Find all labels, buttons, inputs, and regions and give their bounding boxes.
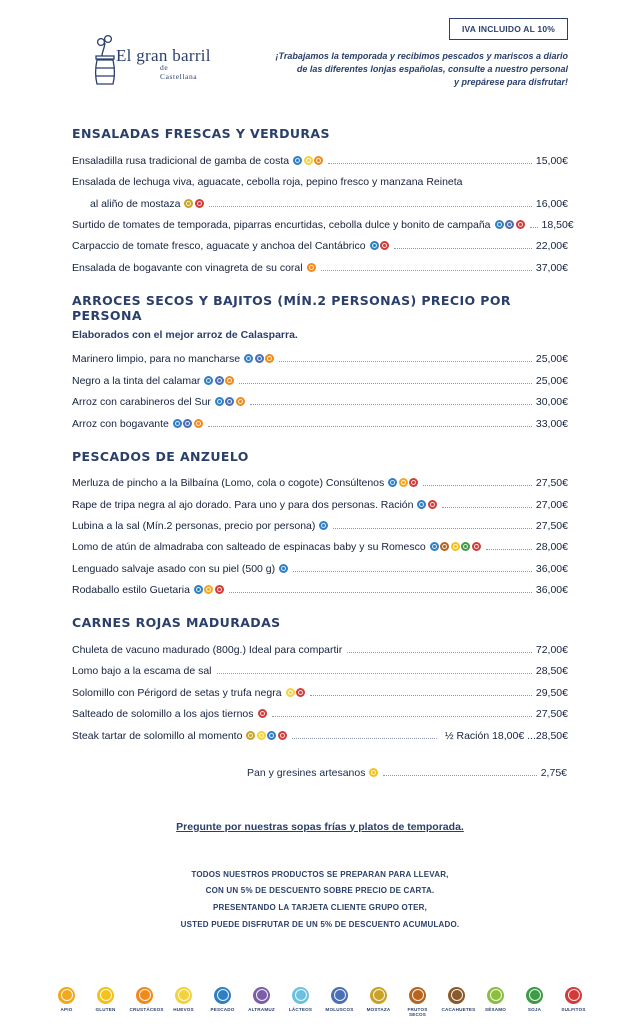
allergen-lacteos-icon	[292, 987, 309, 1004]
allergen-pescado-icon	[194, 585, 203, 594]
allergen-gluten-icon	[369, 768, 378, 777]
leader-dots	[442, 507, 532, 508]
legend-item-moluscos	[325, 987, 355, 1018]
legend-item-altramuz	[247, 987, 277, 1018]
menu-item	[72, 537, 568, 558]
allergen-icons	[184, 199, 204, 208]
allergen-apio-icon	[58, 987, 75, 1004]
menu-item-price: 27,00€	[535, 498, 568, 511]
allergen-sulfitos-icon	[409, 478, 418, 487]
legend-label: LÁCTEOS	[288, 1006, 313, 1012]
legal-line-3: PRESENTANDO LA TARJETA CLIENTE GRUPO OTER,	[212, 903, 428, 913]
menu-item-price: 28,00€	[535, 541, 568, 554]
menu-item	[72, 494, 568, 515]
allergen-icons	[246, 731, 287, 740]
allergen-icons	[293, 156, 323, 165]
leader-dots	[347, 652, 532, 653]
legend-item-sulfitos	[559, 987, 589, 1018]
logo-name: El gran barril	[116, 46, 211, 65]
menu-item-price: 27,50€	[535, 708, 568, 721]
allergen-sulfitos-icon	[296, 688, 305, 697]
leader-dots	[321, 270, 532, 271]
section-subtitle: Elaborados con el mejor arroz de Calasparra.	[72, 328, 298, 341]
allergen-sulfitos-icon	[215, 585, 224, 594]
allergen-huevos-icon	[257, 731, 266, 740]
seasonal-note: Pregunte por nuestras sopas frías y platos de temporada.	[176, 820, 464, 833]
menu-item	[72, 580, 568, 601]
menu-item	[72, 214, 574, 235]
menu-item-price: 25,00€	[535, 374, 568, 387]
allergen-icons	[258, 709, 267, 718]
allergen-icons	[286, 688, 306, 697]
menu-item-half-portion: ½ Ración 18,00€ ...	[444, 729, 536, 742]
allergen-pescado-icon	[417, 500, 426, 509]
leader-dots	[486, 549, 532, 550]
legend-item-sesamo	[481, 987, 511, 1018]
menu-item-name: Steak tartar de solomillo al momento	[72, 729, 243, 742]
allergen-soja-icon	[461, 542, 470, 551]
menu-item	[72, 704, 568, 725]
menu-item	[72, 725, 568, 746]
allergen-altramuz-icon	[253, 987, 270, 1004]
allergen-icons	[370, 241, 390, 250]
menu-item-price: 15,00€	[535, 154, 568, 167]
allergen-mostaza-icon	[246, 731, 255, 740]
menu-item-price: 27,50€	[535, 477, 568, 490]
legend-item-frutos_secos	[403, 987, 433, 1018]
menu-item-price: 22,00€	[535, 240, 568, 253]
menu-item	[72, 370, 568, 391]
menu-item-price: 30,00€	[535, 396, 568, 409]
allergen-sulfitos-icon	[195, 199, 204, 208]
menu-section	[72, 449, 568, 602]
leader-dots	[209, 206, 532, 207]
allergen-pescado-icon	[173, 419, 182, 428]
menu-item-name: Lomo bajo a la escama de sal	[72, 665, 212, 678]
menu-item-price: 28,50€	[535, 665, 568, 678]
legend-label: HUEVOS	[173, 1006, 194, 1012]
menu-item	[72, 661, 568, 682]
menu-item-price: 27,50€	[535, 520, 568, 533]
menu-item-name: Lenguado salvaje asado con su piel (500 g)	[72, 562, 276, 575]
allergen-sulfitos-icon	[516, 220, 525, 229]
allergen-crustaceos-icon	[265, 354, 274, 363]
allergen-icons	[194, 585, 224, 594]
menu-item	[72, 150, 568, 171]
menu-section	[72, 126, 574, 279]
legend-label: PESCADO	[210, 1006, 235, 1012]
leader-dots	[292, 738, 437, 739]
allergen-icons	[244, 354, 274, 363]
allergen-crustaceos-icon	[307, 263, 316, 272]
menu-item-name: Marinero limpio, para no mancharse	[72, 353, 241, 366]
allergen-moluscos-icon	[215, 376, 224, 385]
allergen-pescado-icon	[430, 542, 439, 551]
legend-label: APIO	[60, 1006, 73, 1012]
leader-dots	[328, 163, 532, 164]
allergen-cacahuetes-icon	[448, 987, 465, 1004]
leader-dots	[530, 227, 538, 228]
legend-item-cacahuetes	[441, 987, 476, 1018]
menu-section	[72, 293, 568, 435]
leader-dots	[208, 426, 532, 427]
section-title: PESCADOS DE ANZUELO	[72, 448, 249, 464]
menu-item	[72, 413, 568, 434]
menu-item-price: 28,50€	[535, 729, 568, 742]
allergen-huevos-icon	[304, 156, 313, 165]
allergen-pescado-icon	[495, 220, 504, 229]
logo-subtitle: de Castellana	[160, 63, 198, 81]
legend-label: MOLUSCOS	[325, 1006, 354, 1012]
leader-dots	[250, 404, 532, 405]
allergen-crustaceos-icon	[194, 419, 203, 428]
allergen-crustaceos-icon	[314, 156, 323, 165]
legend-label: SÉSAMO	[484, 1006, 507, 1012]
allergen-apio-icon	[204, 585, 213, 594]
menu-item-name: Lomo de atún de almadraba con salteado de espinacas baby y su Romesco	[72, 541, 426, 554]
legend-label: SOJA	[527, 1006, 542, 1012]
allergen-frutos_secos-icon	[440, 542, 449, 551]
legend-label: GLUTEN	[95, 1006, 116, 1012]
menu-item-name: Merluza de pincho a la Bilbaína (Lomo, cola o cogote) Consúltenos	[72, 477, 385, 490]
allergen-moluscos-icon	[183, 419, 192, 428]
menu-sections	[72, 126, 574, 747]
menu-item	[72, 392, 568, 413]
menu-item-name: Surtido de tomates de temporada, piparras encurtidas, cebolla dulce y bonito de campaña	[72, 218, 491, 231]
menu-item-price: 29,50€	[535, 686, 568, 699]
allergen-gluten-icon	[97, 987, 114, 1004]
section-title: ENSALADAS FRESCAS Y VERDURAS	[72, 126, 330, 141]
allergen-pescado-icon	[204, 376, 213, 385]
menu-item-price: 72,00€	[535, 643, 568, 656]
allergen-sulfitos-icon	[472, 542, 481, 551]
menu-item-name-2: al aliño de mostaza	[90, 197, 181, 210]
allergen-sulfitos-icon	[278, 731, 287, 740]
allergen-moluscos-icon	[505, 220, 514, 229]
legend-item-lacteos	[286, 987, 316, 1018]
allergen-icons	[430, 542, 481, 551]
allergen-pescado-icon	[267, 731, 276, 740]
leader-dots	[423, 485, 532, 486]
legend-item-mostaza	[364, 987, 394, 1018]
menu-item-name: Ensaladilla rusa tradicional de gamba de costa	[72, 154, 290, 167]
allergen-pescado-icon	[319, 521, 328, 530]
leader-dots	[272, 716, 532, 717]
legend-label: SULFITOS	[561, 1006, 586, 1012]
section-title: CARNES ROJAS MADURADAS	[72, 615, 281, 631]
menu-item-name: Ensalada de bogavante con vinagreta de su coral	[72, 261, 303, 274]
header-note-line-1: ¡Trabajamos la temporada y recibimos pescados y mariscos a diario	[275, 51, 568, 61]
allergen-crustaceos-icon	[225, 376, 234, 385]
allergen-icons	[173, 419, 203, 428]
menu-item	[72, 171, 568, 192]
restaurant-logo	[82, 30, 211, 92]
allergen-icons	[495, 220, 525, 229]
menu-item-price: 16,00€	[535, 197, 568, 210]
allergen-pescado-icon	[214, 987, 231, 1004]
menu-item-price: 37,00€	[535, 261, 568, 274]
leader-dots	[333, 528, 531, 529]
allergen-apio-icon	[399, 478, 408, 487]
header-note-line-2: de las diferentes lonjas españolas, consulte a nuestro personal	[296, 64, 568, 75]
bread-name: Pan y gresines artesanos	[247, 766, 366, 779]
allergen-gluten-icon	[451, 542, 460, 551]
menu-item-price: 36,00€	[535, 584, 568, 597]
allergen-crustaceos-icon	[236, 397, 245, 406]
leader-dots	[293, 571, 532, 572]
allergen-icons	[215, 397, 245, 406]
leader-dots	[310, 695, 532, 696]
allergen-soja-icon	[526, 987, 543, 1004]
allergen-frutos_secos-icon	[409, 987, 426, 1004]
menu-item-name: Rodaballo estilo Guetaria	[72, 584, 190, 597]
allergen-huevos-icon	[175, 987, 192, 1004]
menu-item-name: Carpaccio de tomate fresco, aguacate y anchoa del Cantábrico	[72, 240, 366, 253]
leader-dots	[383, 775, 536, 776]
legend-item-soja	[520, 987, 550, 1018]
menu-section	[72, 615, 568, 746]
menu-item-price: 18,50€	[541, 218, 574, 231]
allergen-sulfitos-icon	[258, 709, 267, 718]
menu-item-price: 25,00€	[535, 353, 568, 366]
allergen-pescado-icon	[244, 354, 253, 363]
allergen-crustaceos-icon	[136, 987, 153, 1004]
allergen-sulfitos-icon	[428, 500, 437, 509]
menu-item	[72, 473, 568, 494]
section-title: ARROCES SECOS Y BAJITOS (MÍN.2 PERSONAS) PRECIO POR PERSONA	[72, 292, 511, 323]
menu-item-name: Arroz con carabineros del Sur	[72, 396, 211, 409]
bread-allergen-icons	[369, 768, 378, 777]
legal-line-4: USTED PUEDE DISFRUTAR DE UN 5% DE DESCUENTO ACUMULADO.	[180, 919, 460, 929]
allergen-icons	[388, 478, 418, 487]
allergen-icons	[204, 376, 234, 385]
menu-item-name: Salteado de solomillo a los ajos tiernos	[72, 708, 254, 721]
allergen-pescado-icon	[388, 478, 397, 487]
menu-item-name: Rape de tripa negra al ajo dorado. Para uno y para dos personas. Ración	[72, 498, 414, 511]
allergen-moluscos-icon	[255, 354, 264, 363]
leader-dots	[279, 361, 532, 362]
legend-item-pescado	[208, 987, 238, 1018]
leader-dots	[394, 248, 532, 249]
allergen-icons	[307, 263, 316, 272]
legend-label: CACAHUETES	[441, 1006, 476, 1012]
allergen-legend	[0, 987, 640, 1018]
allergen-pescado-icon	[370, 241, 379, 250]
leader-dots	[239, 383, 531, 384]
allergen-moluscos-icon	[331, 987, 348, 1004]
menu-item-price: 33,00€	[535, 417, 568, 430]
legend-label: MOSTAZA	[366, 1006, 391, 1012]
allergen-moluscos-icon	[225, 397, 234, 406]
header-note	[238, 50, 568, 89]
menu-item-continuation	[72, 193, 568, 214]
allergen-icons	[279, 564, 288, 573]
menu-header	[72, 0, 568, 112]
menu-item-name: Solomillo con Périgord de setas y trufa negra	[72, 686, 282, 699]
bread-item	[247, 767, 567, 779]
allergen-sulfitos-icon	[565, 987, 582, 1004]
menu-item	[72, 349, 568, 370]
legal-line-1: TODOS NUESTROS PRODUCTOS SE PREPARAN PARA LLEVAR,	[191, 869, 449, 879]
menu-item-price: 36,00€	[535, 562, 568, 575]
menu-item	[72, 682, 568, 703]
legend-item-gluten	[91, 987, 121, 1018]
allergen-mostaza-icon	[184, 199, 193, 208]
leader-dots	[217, 673, 532, 674]
menu-item-name: Negro a la tinta del calamar	[72, 374, 201, 387]
menu-item	[72, 257, 568, 278]
allergen-icons	[417, 500, 437, 509]
menu-item	[72, 236, 568, 257]
allergen-sulfitos-icon	[380, 241, 389, 250]
allergen-sesamo-icon	[487, 987, 504, 1004]
leader-dots	[229, 592, 532, 593]
menu-item	[72, 515, 568, 536]
menu-item-name: Arroz con bogavante	[72, 417, 169, 430]
legend-item-apio	[52, 987, 82, 1018]
allergen-pescado-icon	[215, 397, 224, 406]
legend-item-huevos	[169, 987, 199, 1018]
legend-item-crustaceos	[129, 987, 164, 1018]
legal-line-2: CON UN 5% DE DESCUENTO SOBRE PRECIO DE CARTA.	[205, 886, 435, 896]
menu-item-name: Ensalada de lechuga viva, aguacate, cebolla roja, pepino fresco y manzana Reineta	[72, 176, 463, 189]
iva-badge: IVA INCLUIDO AL 10%	[449, 18, 568, 40]
legal-notice	[72, 867, 568, 934]
allergen-icons	[319, 521, 328, 530]
menu-item	[72, 558, 568, 579]
allergen-pescado-icon	[293, 156, 302, 165]
header-note-line-3: y prepárese para disfrutar!	[453, 77, 568, 88]
allergen-pescado-icon	[279, 564, 288, 573]
menu-item	[72, 639, 568, 660]
allergen-huevos-icon	[286, 688, 295, 697]
legend-label: CRUSTÁCEOS	[129, 1006, 164, 1012]
bread-price: 2,75€	[540, 766, 567, 779]
menu-item-name: Lubina a la sal (Mín.2 personas, precio por persona)	[72, 520, 316, 533]
allergen-mostaza-icon	[370, 987, 387, 1004]
legend-label: FRUTOS SECOS	[407, 1006, 428, 1018]
legend-label: ALTRAMUZ	[248, 1006, 275, 1012]
menu-item-name: Chuleta de vacuno madurado (800g.) Ideal para compartir	[72, 643, 343, 656]
